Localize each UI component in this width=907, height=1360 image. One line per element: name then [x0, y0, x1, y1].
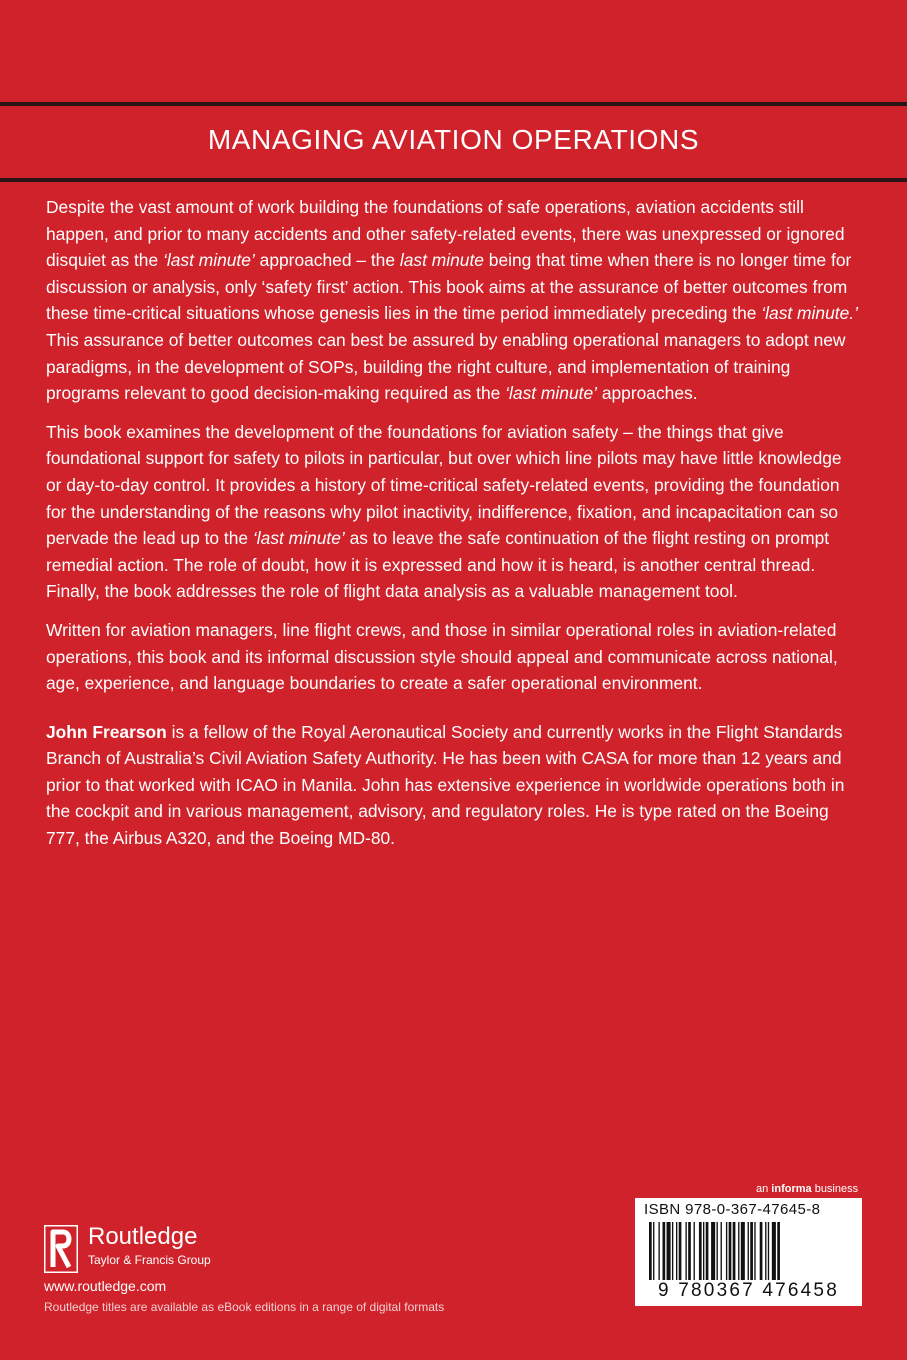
back-cover-blurb [46, 194, 858, 864]
isbn-label: ISBN 978-0-367-47645-8 [644, 1201, 821, 1218]
author-bio: John Frearson is a fellow of the Royal Aeronautical Society and currently works in the Flight Standards Branch of Australia’s Civil Aviation Safety Authority. He has been with CASA for more than 12 years and prior to that worked with ICAO in Manila. John has extensive experience in worldwide operations both in the cockpit and in various management, advisory, and regulatory roles. He is type rated on the Boeing 777, the Airbus A320, and the Boeing MD-80. [46, 721, 845, 849]
paragraph-1: Despite the vast amount of work building the foundations of safe operations, aviation accidents still happen, and prior to many accidents and other safety-related events, there was unexpressed or ignored disquiet as the ‘last minute’ approached – the last minute being that time when there is no longer time for discussion or analysis, only ‘safety first’ action. This book aims at the assurance of better outcomes from these time-critical situations whose genesis lies in the time period immediately preceding the ‘last minute.’ This assurance of better outcomes can best be assured by enabling operational managers to adopt new paradigms, in the development of SOPs, building the right culture, and implementation of training programs relevant to good decision-making required as the ‘last minute’ approaches. [46, 197, 858, 404]
top-rule [0, 102, 907, 106]
publisher-name: Routledge [88, 1223, 198, 1250]
barcode-digits: 9 780367 476458 [635, 1280, 862, 1302]
title-bottom-rule [0, 178, 907, 182]
publisher-group: Taylor & Francis Group [88, 1253, 211, 1267]
book-title: MANAGING AVIATION OPERATIONS [207, 124, 700, 155]
routledge-logo-icon [44, 1225, 78, 1273]
paragraph-2: This book examines the development of the foundations for aviation safety – the things that give foundational support for safety to pilots in particular, but over which line pilots may have little knowledge or day-to-day control. It provides a history of time-critical safety-related events, providing the foundation for the understanding of the reasons why pilot inactivity, indifference, fixation, and incapacitation can so pervade the lead up to the ‘last minute’ as to leave the safe continuation of the flight resting on prompt remedial action. The role of doubt, how it is expressed and how it is heard, is another central thread. Finally, the book addresses the role of flight data analysis as a valuable management tool. [46, 421, 842, 602]
paragraph-3: Written for aviation managers, line flight crews, and those in similar operational roles in aviation-related operations, this book and its informal discussion style should appeal and communicate across national, age, experience, and language boundaries to create a safer operational environment. [46, 619, 838, 694]
author-name: John Frearson [46, 721, 167, 742]
barcode [635, 1198, 862, 1306]
ebook-note: Routledge titles are available as eBook editions in a range of digital formats [44, 1300, 445, 1314]
publisher-website[interactable]: www.routledge.com [44, 1278, 167, 1294]
informa-tagline: an informa business [756, 1183, 859, 1195]
